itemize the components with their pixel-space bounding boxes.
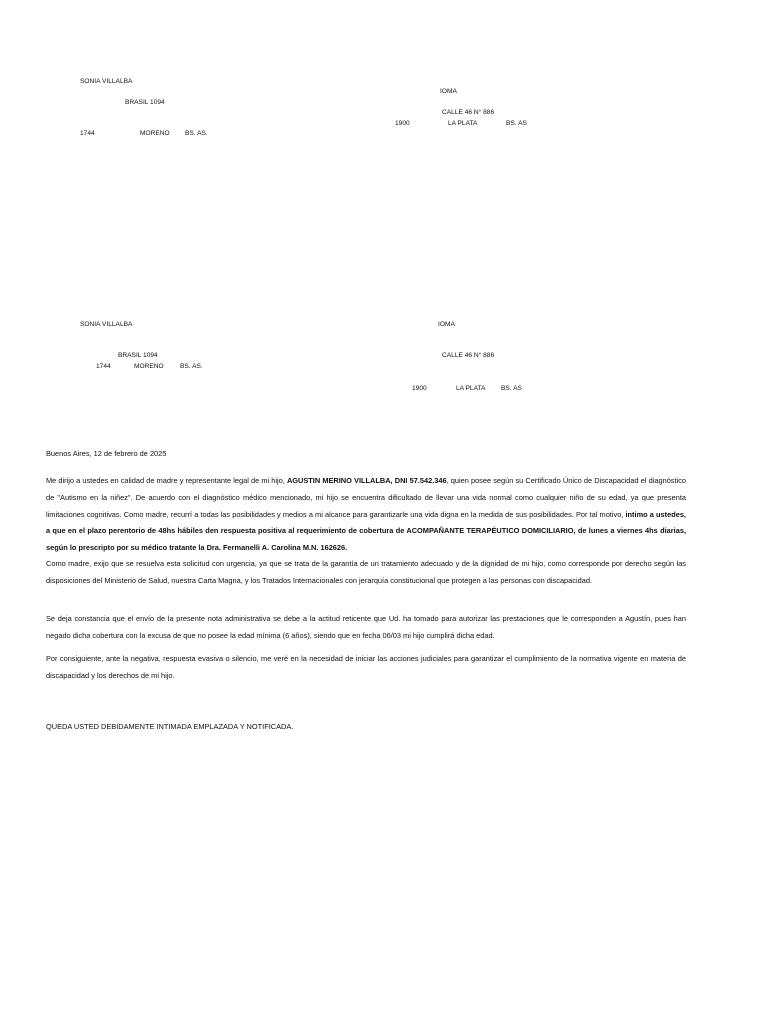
p1-text-a: Me dirijo a ustedes en calidad de madre y representante legal de mi hijo, (46, 476, 287, 485)
sender-province: BS. AS. (185, 130, 208, 137)
closing-statement: QUEDA USTED DEBIDAMENTE INTIMADA EMPLAZADA Y NOTIFICADA. (46, 722, 294, 731)
sender-name: SONIA VILLALBA (80, 321, 133, 328)
sender-street: BRASIL 1094 (118, 352, 158, 359)
paragraph-2: Como madre, exijo que se resuelva esta solicitud con urgencia, ya que se trata de la garantía de un tratamiento adecuado y de la dignidad de mi hijo, como corresponde por derecho según las disposiciones del Ministerio de Salud, nuestra Carta Magna, y los Tratados Internacionales con jerarquía constitucional que protegen a las personas con discapacidad. (46, 559, 686, 585)
sender-city: MORENO (134, 363, 164, 370)
recipient-province: BS. AS (506, 120, 527, 127)
recipient-name: IOMA (438, 321, 455, 328)
recipient-street: CALLE 46 N° 886 (442, 109, 495, 116)
p1-demand: intimo a ustedes, a que en el plazo perentorio de 48hs hábiles den respuesta positiva al requerimiento de cobertura de ACOMPAÑANTE TERAPÉUTICO DOMICILIARIO, de lunes a viernes 4hs diarias, según lo prescripto por su médico tratante la Dra. Fermanelli A. Carolina M.N. 162626. (46, 509, 686, 553)
p1-text-c: , quien posee según su Certificado Único de Discapacidad el diagnóstico de "Autismo en la niñez". De acuerdo con el diagnóstico médico mencionado, mi hijo se encuentra dificultado de llevar una vida normal como cualquier niño de su edad, ya que presenta limitaciones cognitivas. Como madre, recurrí a todas las posibilidades y medios a mi alcance para garantizarle una vida digna en la medida de sus posibilidades. Por tal motivo, (46, 476, 687, 519)
recipient-name: IOMA (440, 88, 457, 95)
paragraph-3: Se deja constancia que el envío de la presente nota administrativa se debe a la actitud reticente que Ud. ha tomado para autorizar las prestaciones que le corresponden a Agustín, pues han negado dicha cobertura con la excusa de que no posee la edad mínima (6 años), siendo que en fecha 06/03 mi hijo cumplirá dicha edad. (46, 614, 686, 640)
p1-child-name: AGUSTIN MERINO VILLALBA, DNI 57.542.346 (286, 476, 447, 485)
recipient-street: CALLE 46 N° 886 (442, 352, 495, 359)
sender-zip: 1744 (96, 363, 111, 370)
letter-date: Buenos Aires, 12 de febrero de 2025 (46, 449, 167, 458)
recipient-province: BS. AS (501, 385, 522, 392)
sender-name: SONIA VILLALBA (80, 78, 133, 85)
recipient-zip: 1900 (395, 120, 410, 127)
sender-city: MORENO (140, 130, 170, 137)
paragraph-1 (46, 473, 686, 557)
sender-zip: 1744 (80, 130, 95, 137)
recipient-city: LA PLATA (448, 120, 478, 127)
recipient-zip: 1900 (412, 385, 427, 392)
sender-street: BRASIL 1094 (125, 99, 165, 106)
sender-province: BS. AS. (180, 363, 203, 370)
recipient-city: LA PLATA (456, 385, 486, 392)
paragraph-4: Por consiguiente, ante la negativa, respuesta evasiva o silencio, me veré en la necesidad de iniciar las acciones judiciales para garantizar el cumplimiento de la normativa vigente en materia de discapacidad y los derechos de mi hijo. (46, 654, 686, 680)
